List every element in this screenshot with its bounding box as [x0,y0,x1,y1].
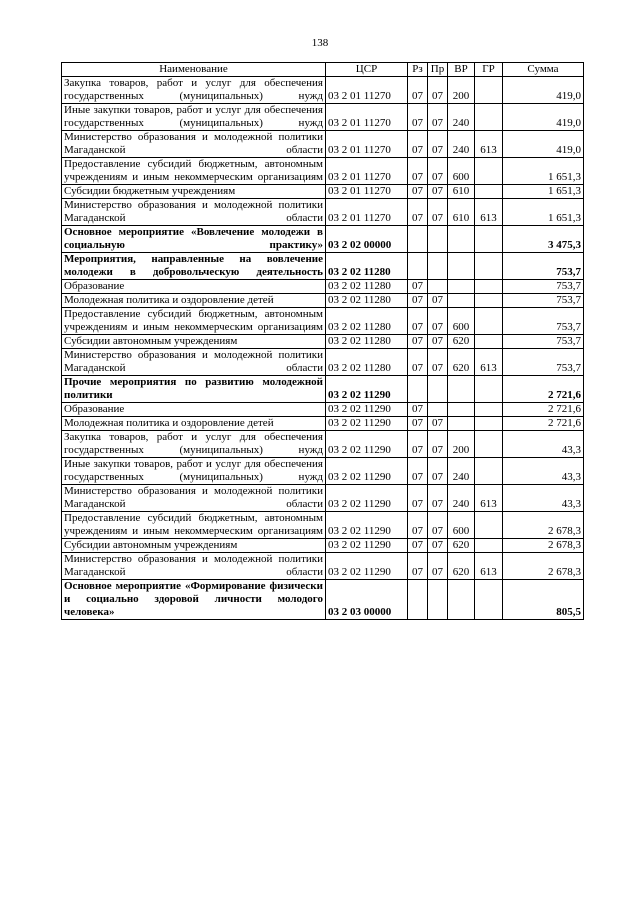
cell-pr: 07 [428,77,448,104]
cell-vr: 620 [448,539,475,553]
cell-sum: 43,3 [503,431,584,458]
cell-sum: 805,5 [503,580,584,620]
cell-csr: 03 2 02 11290 [326,539,408,553]
page-number: 138 [311,37,329,49]
header-name: Наименование [62,63,326,77]
table-row [62,458,584,485]
cell-csr: 03 2 02 11290 [326,417,408,431]
cell-gr [475,458,503,485]
cell-name: Иные закупки товаров, работ и услуг для обеспечения государственных (муниципальных) нужд [62,104,326,131]
cell-csr: 03 2 01 11270 [326,131,408,158]
cell-vr [448,376,475,403]
cell-gr [475,335,503,349]
cell-sum: 753,7 [503,280,584,294]
cell-rz: 07 [408,458,428,485]
table-row [62,185,584,199]
table-row [62,349,584,376]
cell-csr: 03 2 02 11290 [326,485,408,512]
cell-name: Иные закупки товаров, работ и услуг для обеспечения государственных (муниципальных) нужд [62,458,326,485]
cell-rz: 07 [408,77,428,104]
cell-name: Прочие мероприятия по развитию молодежной политики [62,376,326,403]
cell-name: Основное мероприятие «Вовлечение молодежи в социальную практику» [62,226,326,253]
cell-sum: 419,0 [503,77,584,104]
cell-sum: 419,0 [503,104,584,131]
cell-vr [448,580,475,620]
cell-rz: 07 [408,280,428,294]
cell-vr [448,253,475,280]
cell-sum: 2 721,6 [503,417,584,431]
cell-vr [448,417,475,431]
cell-sum: 2 678,3 [503,512,584,539]
cell-rz [408,376,428,403]
cell-pr: 07 [428,553,448,580]
cell-pr [428,253,448,280]
cell-csr: 03 2 01 11270 [326,104,408,131]
cell-sum: 2 721,6 [503,376,584,403]
cell-vr: 620 [448,349,475,376]
cell-sum: 753,7 [503,335,584,349]
cell-pr: 07 [428,512,448,539]
cell-rz: 07 [408,104,428,131]
cell-vr: 600 [448,158,475,185]
cell-csr: 03 2 02 11290 [326,403,408,417]
table-row [62,376,584,403]
cell-name: Министерство образования и молодежной политики Магаданской области [62,131,326,158]
table-row [62,294,584,308]
cell-pr: 07 [428,349,448,376]
cell-vr: 240 [448,131,475,158]
cell-name: Предоставление субсидий бюджетным, автономным учреждениям и иным некоммерческим организациям [62,308,326,335]
cell-pr: 07 [428,308,448,335]
cell-name: Министерство образования и молодежной политики Магаданской области [62,485,326,512]
cell-name: Министерство образования и молодежной политики Магаданской области [62,199,326,226]
cell-sum: 2 678,3 [503,539,584,553]
cell-pr: 07 [428,458,448,485]
cell-csr: 03 2 02 11290 [326,553,408,580]
table-row [62,485,584,512]
cell-csr: 03 2 02 11290 [326,431,408,458]
table-row [62,226,584,253]
cell-sum: 2 721,6 [503,403,584,417]
cell-pr [428,280,448,294]
cell-name: Основное мероприятие «Формирование физически и социально здоровой личности молодого человека» [62,580,326,620]
cell-vr: 240 [448,104,475,131]
cell-sum: 3 475,3 [503,226,584,253]
cell-name: Закупка товаров, работ и услуг для обеспечения государственных (муниципальных) нужд [62,431,326,458]
cell-csr: 03 2 02 11280 [326,349,408,376]
cell-vr: 620 [448,553,475,580]
table-row [62,253,584,280]
header-gr: ГР [475,63,503,77]
cell-gr: 613 [475,553,503,580]
cell-pr: 07 [428,431,448,458]
cell-name: Закупка товаров, работ и услуг для обеспечения государственных (муниципальных) нужд [62,77,326,104]
cell-csr: 03 2 03 00000 [326,580,408,620]
cell-rz: 07 [408,349,428,376]
cell-vr: 600 [448,308,475,335]
header-row [62,63,584,77]
cell-vr: 200 [448,431,475,458]
cell-vr: 620 [448,335,475,349]
cell-csr: 03 2 01 11270 [326,185,408,199]
cell-vr [448,226,475,253]
cell-sum: 419,0 [503,131,584,158]
cell-name: Министерство образования и молодежной политики Магаданской области [62,553,326,580]
table-row [62,335,584,349]
table-row [62,512,584,539]
cell-gr: 613 [475,131,503,158]
table-body [62,77,584,620]
table-row [62,77,584,104]
table-row [62,280,584,294]
cell-sum: 2 678,3 [503,553,584,580]
cell-vr: 200 [448,77,475,104]
cell-gr [475,77,503,104]
cell-rz: 07 [408,158,428,185]
cell-rz: 07 [408,539,428,553]
cell-csr: 03 2 02 00000 [326,226,408,253]
table-row [62,539,584,553]
cell-vr [448,280,475,294]
table-row [62,158,584,185]
cell-gr [475,226,503,253]
header-pr: Пр [428,63,448,77]
cell-pr: 07 [428,158,448,185]
cell-name: Субсидии автономным учреждениям [62,335,326,349]
cell-sum: 43,3 [503,485,584,512]
cell-rz: 07 [408,308,428,335]
cell-gr [475,104,503,131]
cell-rz [408,226,428,253]
cell-name: Субсидии бюджетным учреждениям [62,185,326,199]
cell-rz: 07 [408,131,428,158]
cell-rz: 07 [408,403,428,417]
cell-gr: 613 [475,349,503,376]
cell-name: Субсидии автономным учреждениям [62,539,326,553]
cell-sum: 753,7 [503,253,584,280]
table-row [62,403,584,417]
cell-rz: 07 [408,485,428,512]
cell-vr: 240 [448,485,475,512]
cell-csr: 03 2 01 11270 [326,158,408,185]
cell-name: Предоставление субсидий бюджетным, автономным учреждениям и иным некоммерческим организациям [62,512,326,539]
cell-vr: 240 [448,458,475,485]
cell-csr: 03 2 01 11270 [326,199,408,226]
cell-pr: 07 [428,485,448,512]
cell-csr: 03 2 02 11280 [326,335,408,349]
cell-vr [448,403,475,417]
cell-name: Образование [62,403,326,417]
cell-pr [428,376,448,403]
cell-csr: 03 2 02 11290 [326,512,408,539]
cell-name: Образование [62,280,326,294]
cell-gr [475,512,503,539]
cell-gr [475,253,503,280]
cell-gr [475,580,503,620]
cell-vr: 600 [448,512,475,539]
cell-sum: 753,7 [503,308,584,335]
cell-name: Молодежная политика и оздоровление детей [62,417,326,431]
cell-gr [475,185,503,199]
cell-rz: 07 [408,417,428,431]
table-row [62,104,584,131]
header-csr: ЦСР [326,63,408,77]
cell-pr [428,226,448,253]
cell-gr: 613 [475,485,503,512]
cell-gr [475,403,503,417]
cell-gr: 613 [475,199,503,226]
cell-pr: 07 [428,335,448,349]
cell-csr: 03 2 02 11280 [326,308,408,335]
cell-name: Мероприятия, направленные на вовлечение молодежи в добровольческую деятельность [62,253,326,280]
cell-rz: 07 [408,431,428,458]
cell-vr: 610 [448,185,475,199]
cell-sum: 753,7 [503,349,584,376]
cell-name: Предоставление субсидий бюджетным, автономным учреждениям и иным некоммерческим организациям [62,158,326,185]
cell-gr [475,280,503,294]
cell-sum: 753,7 [503,294,584,308]
cell-gr [475,431,503,458]
cell-pr: 07 [428,185,448,199]
cell-csr: 03 2 02 11280 [326,253,408,280]
cell-gr [475,417,503,431]
cell-vr [448,294,475,308]
table-row [62,131,584,158]
cell-sum: 43,3 [503,458,584,485]
header-sum: Сумма [503,63,584,77]
cell-sum: 1 651,3 [503,158,584,185]
cell-sum: 1 651,3 [503,199,584,226]
cell-pr: 07 [428,104,448,131]
cell-pr [428,580,448,620]
cell-csr: 03 2 02 11290 [326,376,408,403]
header-vr: ВР [448,63,475,77]
cell-rz [408,580,428,620]
cell-csr: 03 2 01 11270 [326,77,408,104]
budget-table [61,62,584,620]
cell-pr [428,403,448,417]
cell-pr: 07 [428,131,448,158]
cell-rz: 07 [408,199,428,226]
table-row [62,417,584,431]
cell-rz [408,253,428,280]
cell-vr: 610 [448,199,475,226]
cell-pr: 07 [428,539,448,553]
cell-rz: 07 [408,512,428,539]
cell-name: Молодежная политика и оздоровление детей [62,294,326,308]
cell-csr: 03 2 02 11280 [326,280,408,294]
header-rz: Рз [408,63,428,77]
table-row [62,553,584,580]
cell-gr [475,308,503,335]
table-row [62,199,584,226]
cell-sum: 1 651,3 [503,185,584,199]
cell-gr [475,294,503,308]
table-row [62,431,584,458]
cell-pr: 07 [428,417,448,431]
table-row [62,580,584,620]
cell-name: Министерство образования и молодежной политики Магаданской области [62,349,326,376]
cell-rz: 07 [408,335,428,349]
cell-pr: 07 [428,294,448,308]
table-row [62,308,584,335]
cell-gr [475,158,503,185]
cell-gr [475,539,503,553]
cell-gr [475,376,503,403]
cell-rz: 07 [408,553,428,580]
cell-csr: 03 2 02 11280 [326,294,408,308]
cell-pr: 07 [428,199,448,226]
cell-rz: 07 [408,185,428,199]
cell-rz: 07 [408,294,428,308]
cell-csr: 03 2 02 11290 [326,458,408,485]
